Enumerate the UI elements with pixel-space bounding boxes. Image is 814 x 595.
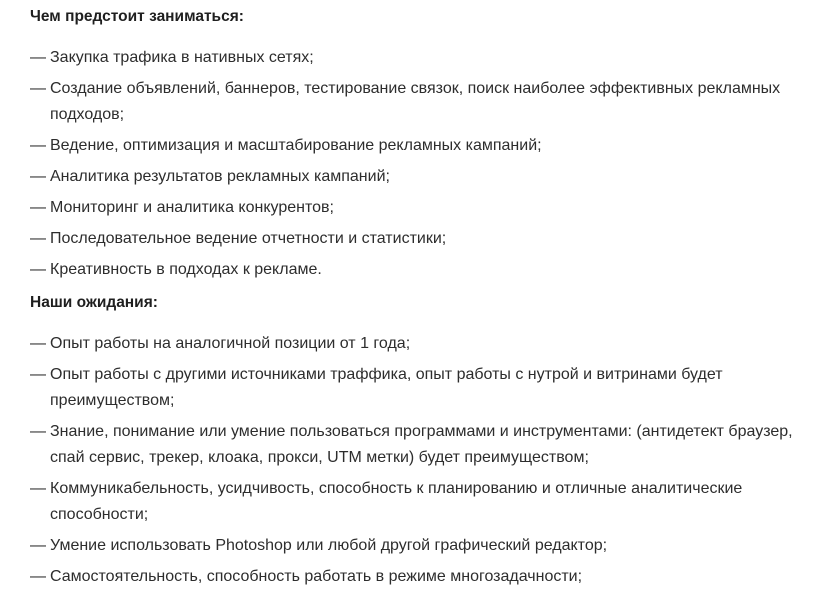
dash-bullet: — — [30, 480, 46, 497]
list-item — [30, 362, 794, 414]
dash-bullet: — — [30, 261, 46, 278]
list-item — [30, 76, 794, 128]
dash-bullet: — — [30, 537, 46, 554]
list-item-text: Самостоятельность, способность работать в режиме многозадачности; — [50, 568, 583, 585]
list-item — [30, 195, 794, 221]
dash-bullet: — — [30, 80, 46, 97]
dash-bullet: — — [30, 366, 46, 383]
dash-bullet: — — [30, 49, 46, 66]
dash-bullet: — — [30, 423, 46, 440]
dash-bullet: — — [30, 199, 46, 216]
list-item — [30, 226, 794, 252]
list-item-text: Последовательное ведение отчетности и статистики; — [50, 230, 447, 247]
list-item-text: Креативность в подходах к рекламе. — [50, 261, 322, 278]
list-item-text: Знание, понимание или умение пользоваться программами и инструментами: (антидетект браузер, спай сервис, трекер, клоака, прокси, UTM метки) будет преимуществом; — [50, 423, 793, 466]
list-item-text: Мониторинг и аналитика конкурентов; — [50, 199, 334, 216]
dash-bullet: — — [30, 568, 46, 585]
list-item-text: Аналитика результатов рекламных кампаний; — [50, 168, 390, 185]
list-item-text: Ведение, оптимизация и масштабирование рекламных кампаний; — [50, 137, 542, 154]
list-item-text: Умение использовать Photoshop или любой другой графический редактор; — [50, 537, 608, 554]
list-item — [30, 476, 794, 528]
section-title-expectations: Наши ожидания: — [30, 294, 158, 311]
dash-bullet: — — [30, 230, 46, 247]
list-item — [30, 419, 794, 471]
list-item — [30, 164, 794, 190]
list-item-text: Создание объявлений, баннеров, тестирование связок, поиск наиболее эффективных рекламных подходов; — [50, 80, 781, 123]
list-item — [30, 564, 794, 590]
list-item — [30, 133, 794, 159]
dash-bullet: — — [30, 137, 46, 154]
list-item-text: Опыт работы на аналогичной позиции от 1 года; — [50, 335, 411, 352]
list-item — [30, 257, 794, 283]
expectations-list — [30, 331, 794, 595]
list-item-text: Закупка трафика в нативных сетях; — [50, 49, 314, 66]
list-item — [30, 331, 794, 357]
dash-bullet: — — [30, 168, 46, 185]
list-item — [30, 533, 794, 559]
dash-bullet: — — [30, 335, 46, 352]
list-item — [30, 45, 794, 71]
list-item-text: Коммуникабельность, усидчивость, способность к планированию и отличные аналитические способности; — [50, 480, 743, 523]
responsibilities-list — [30, 45, 794, 288]
list-item-text: Опыт работы с другими источниками траффика, опыт работы с нутрой и витринами будет преимуществом; — [50, 366, 723, 409]
section-title-responsibilities: Чем предстоит заниматься: — [30, 8, 244, 25]
